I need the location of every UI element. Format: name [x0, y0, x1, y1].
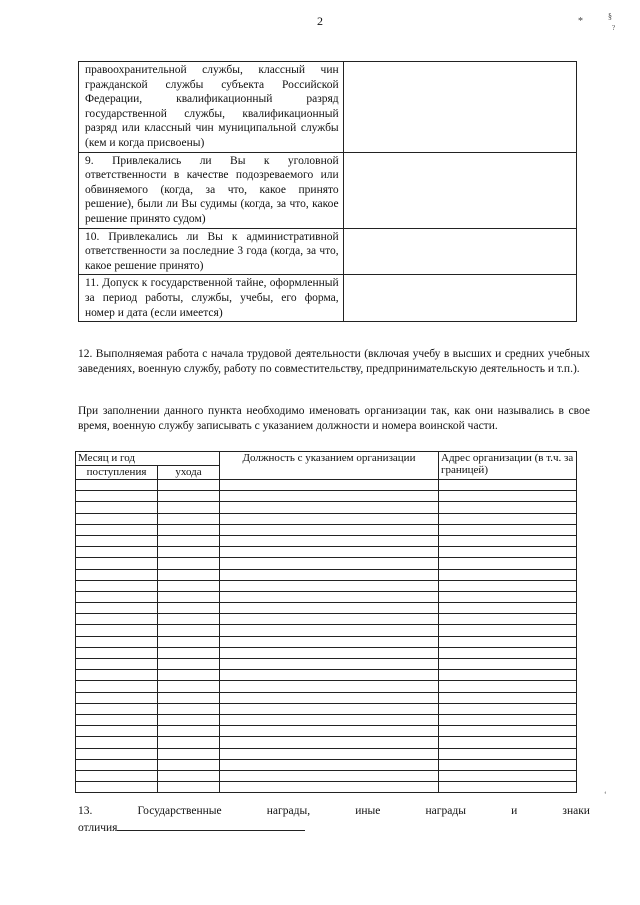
employment-row — [76, 569, 577, 580]
end-cell[interactable] — [158, 614, 220, 625]
employment-row — [76, 670, 577, 681]
position-cell[interactable] — [220, 770, 439, 781]
end-cell[interactable] — [158, 491, 220, 502]
start-cell[interactable] — [76, 782, 158, 793]
position-cell[interactable] — [220, 547, 439, 558]
address-cell[interactable] — [439, 670, 577, 681]
start-cell[interactable] — [76, 770, 158, 781]
end-cell[interactable] — [158, 759, 220, 770]
start-cell[interactable] — [76, 748, 158, 759]
answer-field[interactable] — [343, 62, 576, 153]
start-cell[interactable] — [76, 659, 158, 670]
position-cell[interactable] — [220, 502, 439, 513]
position-cell[interactable] — [220, 491, 439, 502]
end-cell[interactable] — [158, 524, 220, 535]
employment-row — [76, 480, 577, 491]
header-position: Должность с указанием организации — [220, 452, 439, 480]
start-cell[interactable] — [76, 703, 158, 714]
end-cell[interactable] — [158, 603, 220, 614]
employment-row — [76, 513, 577, 524]
start-cell[interactable] — [76, 714, 158, 725]
position-cell[interactable] — [220, 480, 439, 491]
start-cell[interactable] — [76, 524, 158, 535]
end-cell[interactable] — [158, 782, 220, 793]
scan-mark: § — [608, 12, 612, 21]
end-cell[interactable] — [158, 535, 220, 546]
address-cell[interactable] — [439, 547, 577, 558]
address-cell[interactable] — [439, 502, 577, 513]
end-cell[interactable] — [158, 547, 220, 558]
end-cell[interactable] — [158, 748, 220, 759]
end-cell[interactable] — [158, 636, 220, 647]
position-cell[interactable] — [220, 513, 439, 524]
employment-row — [76, 692, 577, 703]
start-cell[interactable] — [76, 670, 158, 681]
employment-row — [76, 681, 577, 692]
employment-row — [76, 636, 577, 647]
employment-row — [76, 491, 577, 502]
section-13-last-word: отличия — [78, 822, 118, 834]
address-cell[interactable] — [439, 625, 577, 636]
section-13-word: Государственные — [137, 805, 222, 817]
position-cell[interactable] — [220, 692, 439, 703]
answer-field[interactable] — [343, 152, 576, 228]
position-cell[interactable] — [220, 670, 439, 681]
header-start: поступления — [76, 466, 158, 480]
start-cell[interactable] — [76, 580, 158, 591]
position-cell[interactable] — [220, 782, 439, 793]
start-cell[interactable] — [76, 603, 158, 614]
position-cell[interactable] — [220, 636, 439, 647]
employment-row — [76, 614, 577, 625]
position-cell[interactable] — [220, 535, 439, 546]
start-cell[interactable] — [76, 759, 158, 770]
position-cell[interactable] — [220, 726, 439, 737]
address-cell[interactable] — [439, 513, 577, 524]
page-number: 2 — [317, 14, 323, 28]
employment-row — [76, 558, 577, 569]
end-cell[interactable] — [158, 692, 220, 703]
address-cell[interactable] — [439, 603, 577, 614]
questionnaire-row — [79, 62, 577, 153]
address-cell[interactable] — [439, 591, 577, 602]
end-cell[interactable] — [158, 569, 220, 580]
questionnaire-table — [78, 61, 577, 322]
address-cell[interactable] — [439, 714, 577, 725]
employment-table — [75, 451, 577, 793]
employment-row — [76, 580, 577, 591]
start-cell[interactable] — [76, 558, 158, 569]
section-13-word: иные — [355, 805, 381, 817]
start-cell[interactable] — [76, 569, 158, 580]
end-cell[interactable] — [158, 502, 220, 513]
awards-answer-line[interactable] — [117, 819, 305, 831]
position-cell[interactable] — [220, 647, 439, 658]
address-cell[interactable] — [439, 782, 577, 793]
position-cell[interactable] — [220, 714, 439, 725]
start-cell[interactable] — [76, 547, 158, 558]
section-13 — [78, 804, 590, 836]
section-13-word: и — [511, 805, 518, 817]
start-cell[interactable] — [76, 692, 158, 703]
question-text: 9. Привлекались ли Вы к уголовной ответственности в качестве подозреваемого или обвиняемого (когда, за что, какое принято решение), были ли Вы судимы (когда, за что, какое решение принято судом) — [79, 152, 344, 228]
start-cell[interactable] — [76, 491, 158, 502]
answer-field[interactable] — [343, 228, 576, 275]
start-cell[interactable] — [76, 737, 158, 748]
section-13-word: награды — [425, 805, 466, 817]
employment-row — [76, 591, 577, 602]
start-cell[interactable] — [76, 535, 158, 546]
header-month-year: Месяц и год — [76, 452, 220, 466]
start-cell[interactable] — [76, 480, 158, 491]
questionnaire-row — [79, 152, 577, 228]
address-cell[interactable] — [439, 703, 577, 714]
employment-row — [76, 547, 577, 558]
employment-row — [76, 703, 577, 714]
position-cell[interactable] — [220, 603, 439, 614]
start-cell[interactable] — [76, 502, 158, 513]
section-13-second-line — [78, 819, 590, 836]
address-cell[interactable] — [439, 636, 577, 647]
address-cell[interactable] — [439, 647, 577, 658]
address-cell[interactable] — [439, 614, 577, 625]
address-cell[interactable] — [439, 569, 577, 580]
end-cell[interactable] — [158, 681, 220, 692]
question-text: 11. Допуск к государственной тайне, оформленный за период работы, службы, учебы, его форма, номер и дата (если имеется) — [79, 275, 344, 322]
start-cell[interactable] — [76, 726, 158, 737]
address-cell[interactable] — [439, 558, 577, 569]
end-cell[interactable] — [158, 659, 220, 670]
address-cell[interactable] — [439, 535, 577, 546]
address-cell[interactable] — [439, 580, 577, 591]
address-cell[interactable] — [439, 759, 577, 770]
end-cell[interactable] — [158, 558, 220, 569]
employment-row — [76, 737, 577, 748]
scan-mark: ? — [612, 24, 616, 32]
start-cell[interactable] — [76, 625, 158, 636]
position-cell[interactable] — [220, 748, 439, 759]
employment-row — [76, 759, 577, 770]
question-text: правоохранительной службы, классный чин гражданской службы субъекта Российской Федерации, квалификационный разряд государственной службы, квалификационный разряд или классный чин муниципальной службы (кем и когда присвоены) — [79, 62, 344, 153]
address-cell[interactable] — [439, 737, 577, 748]
position-cell[interactable] — [220, 614, 439, 625]
start-cell[interactable] — [76, 591, 158, 602]
scan-mark: ʻ — [604, 790, 607, 799]
employment-row — [76, 659, 577, 670]
employment-row — [76, 726, 577, 737]
employment-row — [76, 714, 577, 725]
position-cell[interactable] — [220, 659, 439, 670]
end-cell[interactable] — [158, 670, 220, 681]
start-cell[interactable] — [76, 636, 158, 647]
employment-row — [76, 770, 577, 781]
end-cell[interactable] — [158, 703, 220, 714]
position-cell[interactable] — [220, 524, 439, 535]
start-cell[interactable] — [76, 614, 158, 625]
end-cell[interactable] — [158, 625, 220, 636]
section-12-note: При заполнении данного пункта необходимо именовать организации так, как они назывались в свое время, военную службу записывать с указанием должности и номера воинской части. — [78, 405, 590, 432]
address-cell[interactable] — [439, 524, 577, 535]
address-cell[interactable] — [439, 480, 577, 491]
position-cell[interactable] — [220, 681, 439, 692]
position-cell[interactable] — [220, 591, 439, 602]
header-end: ухода — [158, 466, 220, 480]
position-cell[interactable] — [220, 759, 439, 770]
employment-row — [76, 748, 577, 759]
section-13-first-line — [78, 804, 590, 819]
position-cell[interactable] — [220, 737, 439, 748]
end-cell[interactable] — [158, 714, 220, 725]
scan-mark: * — [578, 16, 583, 27]
employment-row — [76, 625, 577, 636]
address-cell[interactable] — [439, 659, 577, 670]
header-address: Адрес организации (в т.ч. за границей) — [439, 452, 577, 480]
end-cell[interactable] — [158, 770, 220, 781]
address-cell[interactable] — [439, 748, 577, 759]
position-cell[interactable] — [220, 625, 439, 636]
address-cell[interactable] — [439, 726, 577, 737]
end-cell[interactable] — [158, 591, 220, 602]
section-13-number: 13. — [78, 805, 93, 817]
position-cell[interactable] — [220, 558, 439, 569]
employment-table-header — [76, 452, 577, 466]
section-13-word: знаки — [562, 805, 590, 817]
employment-row — [76, 647, 577, 658]
employment-row — [76, 603, 577, 614]
position-cell[interactable] — [220, 703, 439, 714]
questionnaire-row — [79, 275, 577, 322]
employment-row — [76, 524, 577, 535]
question-text: 10. Привлекались ли Вы к административной ответственности за последние 3 года (когда, за что, какое решение принято) — [79, 228, 344, 275]
end-cell[interactable] — [158, 726, 220, 737]
start-cell[interactable] — [76, 681, 158, 692]
end-cell[interactable] — [158, 580, 220, 591]
section-12-text: 12. Выполняемая работа с начала трудовой деятельности (включая учебу в высших и средних учебных заведениях, военную службу, работу по совместительству, предпринимательскую деятельность и т.п.). — [78, 348, 590, 375]
employment-row — [76, 535, 577, 546]
employment-row — [76, 502, 577, 513]
address-cell[interactable] — [439, 681, 577, 692]
position-cell[interactable] — [220, 569, 439, 580]
questionnaire-row — [79, 228, 577, 275]
end-cell[interactable] — [158, 737, 220, 748]
employment-row — [76, 782, 577, 793]
address-cell[interactable] — [439, 491, 577, 502]
start-cell[interactable] — [76, 513, 158, 524]
section-13-word: награды, — [266, 805, 311, 817]
address-cell[interactable] — [439, 770, 577, 781]
end-cell[interactable] — [158, 513, 220, 524]
end-cell[interactable] — [158, 480, 220, 491]
address-cell[interactable] — [439, 692, 577, 703]
start-cell[interactable] — [76, 647, 158, 658]
end-cell[interactable] — [158, 647, 220, 658]
answer-field[interactable] — [343, 275, 576, 322]
position-cell[interactable] — [220, 580, 439, 591]
